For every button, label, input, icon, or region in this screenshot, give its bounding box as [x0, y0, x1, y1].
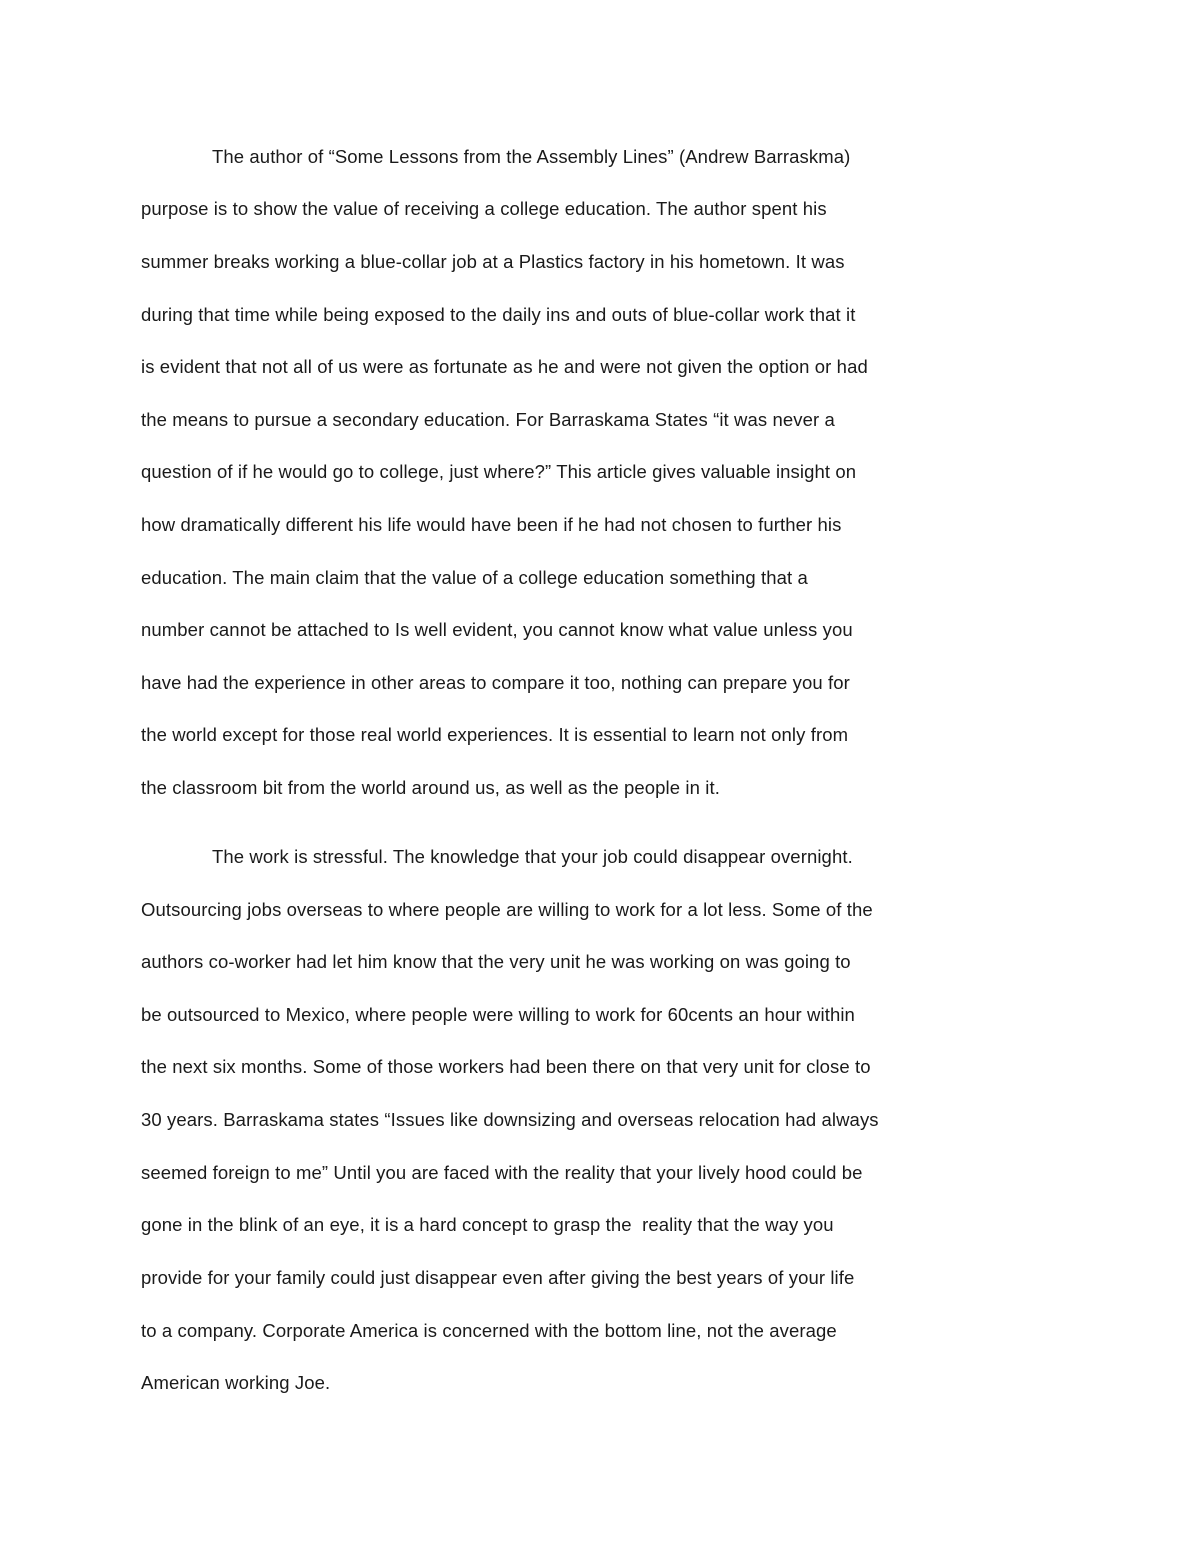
text-line: authors co-worker had let him know that the very unit he was working on was going to	[141, 951, 851, 972]
text-line: the world except for those real world experiences. It is essential to learn not only from	[141, 724, 849, 745]
text-line: Outsourcing jobs overseas to where people are willing to work for a lot less. Some of the	[141, 899, 873, 920]
text-line: the classroom bit from the world around us, as well as the people in it.	[141, 777, 720, 798]
text-line: the means to pursue a secondary education. For Barraskama States “it was never a	[141, 409, 835, 430]
text-line: American working Joe.	[141, 1372, 331, 1393]
text-line: provide for your family could just disappear even after giving the best years of your life	[141, 1267, 855, 1288]
text-line: number cannot be attached to Is well evident, you cannot know what value unless you	[141, 619, 853, 640]
text-line: have had the experience in other areas to compare it too, nothing can prepare you for	[141, 672, 850, 693]
text-line: The work is stressful. The knowledge that your job could disappear overnight.	[212, 846, 853, 867]
text-line: question of if he would go to college, just where?” This article gives valuable insight on	[141, 461, 857, 482]
text-line: during that time while being exposed to the daily ins and outs of blue-collar work that it	[141, 304, 856, 325]
text-line: is evident that not all of us were as fortunate as he and were not given the option or had	[141, 356, 868, 377]
text-line: gone in the blink of an eye, it is a hard concept to grasp the reality that the way you	[141, 1214, 834, 1235]
text-line: to a company. Corporate America is concerned with the bottom line, not the average	[141, 1320, 837, 1341]
text-line: the next six months. Some of those workers had been there on that very unit for close to	[141, 1056, 871, 1077]
text-line: education. The main claim that the value of a college education something that a	[141, 567, 808, 588]
text-line: summer breaks working a blue-collar job at a Plastics factory in his hometown. It was	[141, 251, 845, 272]
text-line: seemed foreign to me” Until you are faced with the reality that your lively hood could be	[141, 1162, 863, 1183]
text-line: 30 years. Barraskama states “Issues like downsizing and overseas relocation had always	[141, 1109, 879, 1130]
text-line: be outsourced to Mexico, where people were willing to work for 60cents an hour within	[141, 1004, 855, 1025]
text-line: The author of “Some Lessons from the Assembly Lines” (Andrew Barraskma)	[212, 146, 851, 167]
text-line: purpose is to show the value of receiving a college education. The author spent his	[141, 198, 827, 219]
text-line: how dramatically different his life would have been if he had not chosen to further his	[141, 514, 842, 535]
